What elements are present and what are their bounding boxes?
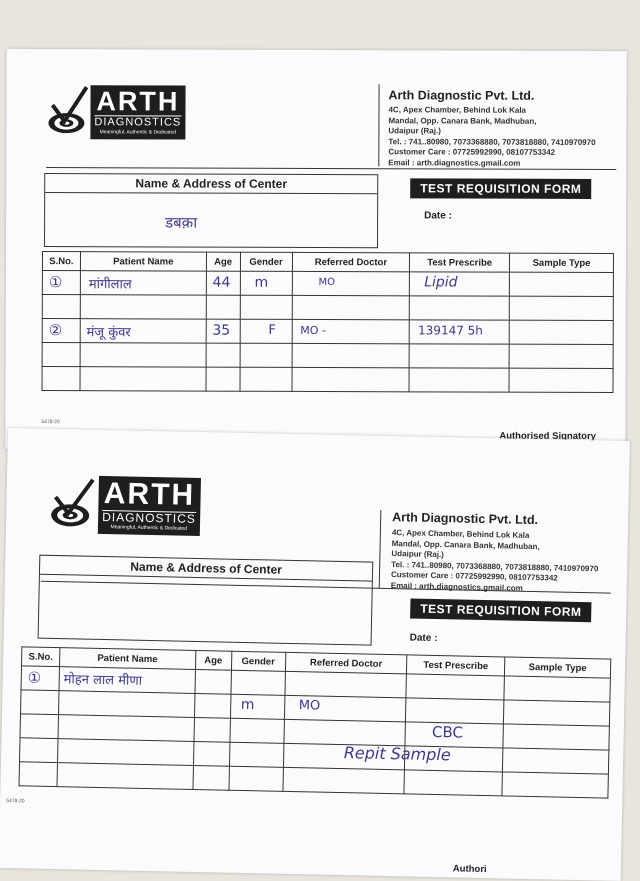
row-sno: ①: [48, 273, 63, 292]
date-label: Date :: [424, 210, 452, 222]
row-name: मंजू कुंवर: [86, 325, 131, 341]
requisition-form-2: [0, 428, 630, 881]
row-sno: ②: [48, 321, 63, 340]
header-sample-type: Sample Type: [510, 253, 614, 272]
center-box: [38, 555, 374, 646]
row-note: Repit Sample: [343, 743, 451, 765]
form-title: TEST REQUISITION FORM: [410, 178, 591, 199]
table-row: [42, 319, 613, 345]
header-age: Age: [195, 650, 231, 670]
logo-subtitle: DIAGNOSTICS: [94, 116, 182, 129]
brand-logo: [90, 85, 185, 139]
logo-tagline: Meaningful, Authentic & Dedicated: [99, 129, 177, 136]
row-test: Lipid: [424, 274, 458, 291]
authorised-signatory: Authorised Signatory: [499, 430, 596, 442]
table-row: [42, 367, 613, 393]
logo-subtitle: DIAGNOSTICS: [102, 509, 196, 526]
company-address: 4C, Apex Chamber, Behind Lok Kala Mandal, Opp. Canara Bank, Madhuban, Udaipur (Raj.) Tel. : 741..80980, 7073368880, 7073818880, 7410970970 Customer Care : 07725992990, 08107753342 Email : arth.diagnostics.gmail.com: [390, 528, 599, 593]
form-code: 5478-20: [41, 419, 60, 426]
header-patient-name: Patient Name: [80, 252, 206, 271]
row-name: मोहन लाल मीणा: [63, 672, 143, 689]
header-gender: Gender: [231, 651, 285, 671]
row-doctor: MO: [318, 277, 335, 289]
header-test-prescribe: Test Prescribe: [407, 655, 505, 676]
target-logo-icon: [44, 83, 90, 139]
row-sno: ①: [27, 668, 42, 687]
row-test: 139147 5h: [418, 323, 483, 338]
header-gender: Gender: [240, 252, 292, 271]
logo-tagline: Meaningful, Authentic & Dedicated: [110, 524, 188, 532]
header-age: Age: [206, 252, 240, 271]
header-test-prescribe: Test Prescribe: [410, 253, 510, 272]
center-title: Name & Address of Center: [40, 556, 372, 582]
authorised-signatory: Authori: [452, 863, 487, 876]
date-label: Date :: [409, 632, 438, 645]
header-sno: S.No.: [42, 252, 80, 271]
center-title: Name & Address of Center: [45, 174, 377, 194]
target-logo-icon: [46, 475, 97, 534]
table-header: [42, 252, 613, 273]
header-patient-name: Patient Name: [59, 648, 195, 670]
row-gender: m: [254, 274, 269, 291]
header-sample-type: Sample Type: [505, 657, 611, 678]
row-doctor: MO -: [300, 323, 326, 338]
logo-title: ARTH: [103, 477, 196, 512]
divider: [378, 84, 379, 166]
logo-title: ARTH: [96, 86, 180, 117]
row-doctor: MO: [298, 698, 321, 714]
table-row: [42, 271, 613, 297]
row-age: 35: [212, 322, 231, 339]
table-row: [42, 343, 613, 369]
row-test: CBC: [431, 722, 464, 742]
row-gender: m: [240, 696, 255, 714]
header-referred-doctor: Referred Doctor: [292, 252, 410, 271]
company-name: Arth Diagnostic Pvt. Ltd.: [392, 510, 539, 528]
form-title: TEST REQUISITION FORM: [410, 598, 592, 622]
patient-table: [42, 251, 614, 393]
row-name: मांगीलाल: [88, 277, 132, 293]
row-age: 44: [212, 274, 231, 291]
company-name: Arth Diagnostic Pvt. Ltd.: [388, 88, 535, 103]
center-value: डबक़ा: [165, 213, 198, 232]
divider: [379, 510, 382, 588]
center-box: [44, 173, 378, 248]
row-gender: F: [268, 322, 276, 338]
header-sno: S.No.: [22, 647, 60, 667]
patient-table: [18, 646, 611, 798]
requisition-form-1: [5, 49, 626, 451]
table-row: [42, 295, 613, 321]
company-address: 4C, Apex Chamber, Behind Lok Kala Mandal, Opp. Canara Bank, Madhuban, Udaipur (Raj.) Tel. : 741..80980, 7073368880, 7073818880, 7410970970 Customer Care : 07725992990, 08107753342 Email : arth.diagnostics.gmail.com: [388, 105, 596, 168]
form-code: 5478-20: [6, 798, 25, 805]
brand-logo: [98, 476, 201, 536]
header-referred-doctor: Referred Doctor: [285, 652, 407, 674]
